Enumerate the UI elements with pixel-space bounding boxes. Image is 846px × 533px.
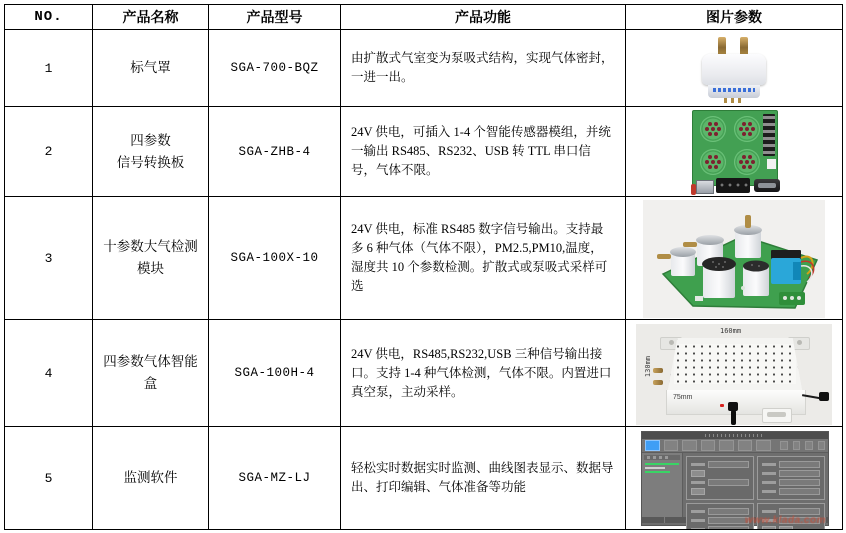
col-header-product-name: 产品名称 [93,5,209,30]
form-row [762,526,820,530]
product-model: SGA-MZ-LJ [209,427,341,530]
input-box [708,508,749,515]
sensor-socket [700,149,726,175]
form-row [691,508,749,515]
product-name-line: 四参数气体智能 [103,354,198,370]
field-label [762,463,776,466]
input-box [708,517,749,524]
product-name [93,30,209,107]
db9-pin-band [767,412,786,417]
status-led [720,404,724,407]
gas-cap-photo [699,37,769,103]
product-model: SGA-100X-10 [209,197,341,320]
screw-terminal [716,178,750,193]
toolbar-mini-button [780,441,788,450]
db9-connector [762,408,792,423]
flange-hole [797,340,802,345]
col-header-image-params: 图片参数 [626,5,843,30]
product-name-line: 十参数大气检测 [103,239,198,255]
toolbar-button [664,440,679,451]
input-box [708,461,749,468]
terminal-block [763,114,775,156]
pin-holes [711,160,715,164]
toolbar-button [756,440,771,451]
db9-connector [754,179,780,192]
perforated-box-top [668,338,802,390]
product-function: 24V 供电，标准 RS485 数字信号输出。支持最多 6 种气体（气体不限），PM2.5,PM10,温度，湿度共 10 个参数检测。扩散式或泵吸式采样可选 [341,197,626,320]
toolbar-button [719,440,734,451]
smart-box-photo [636,324,832,425]
input-box [779,479,820,486]
red-component [691,184,696,195]
field-label [691,519,705,522]
toolbar-button [738,440,753,451]
flange-hole [669,340,674,345]
form-row [691,470,749,477]
mini-button [691,470,705,477]
software-window [641,431,829,526]
col-header-no: NO. [5,5,93,30]
sidebar-item-green [645,463,679,465]
power-cable [731,410,736,425]
product-name [93,427,209,530]
form-row [691,488,749,495]
db9-pin-band [758,183,776,188]
detection-module-illustration [643,200,825,318]
pcb-board [692,110,778,186]
table-row [5,427,843,530]
mini-button [779,526,793,530]
toolbar-button [701,440,716,451]
form-row [762,470,820,477]
field-label [762,481,776,484]
product-name [93,107,209,197]
product-name [93,197,209,320]
gas-cap-pins [724,98,745,103]
field-label [691,528,705,530]
software-title-bar [642,432,828,439]
form-row [691,517,749,524]
product-photo-cell [626,427,843,530]
table-row [5,320,843,427]
software-main-panel [683,453,828,517]
product-name-line: 盒 [143,376,158,391]
software-screenshot [639,431,829,528]
toolbar-mini-button [805,441,813,450]
usb-port [696,180,714,194]
field-label [691,481,705,484]
table-row [5,197,843,320]
gas-cap-lid [702,54,766,85]
form-row [762,488,820,495]
input-box [779,461,820,468]
converter-board-photo [682,108,786,196]
row-number: 4 [5,320,93,427]
product-photo-cell [626,197,843,320]
toolbar-mini-button [793,441,801,450]
table-body [5,30,843,530]
brass-fitting [653,368,663,373]
row-number: 3 [5,197,93,320]
pin-holes [711,127,715,131]
sensor-socket [734,116,760,142]
table-header [5,5,843,30]
sidebar-item [645,467,665,469]
product-name-line: 标气罩 [130,60,171,76]
brass-fitting [653,380,663,385]
input-box [779,470,820,477]
product-function: 24V 供电，可插入 1-4 个智能传感器模组，并统一输出 RS485、RS232、USB 转 TTL 串口信号，气体不限。 [341,107,626,197]
dimension-label-top: 160mm [720,327,742,335]
form-row [691,479,749,486]
group-box [757,456,825,500]
field-label [762,490,776,493]
pin-holes [745,160,749,164]
pin-holes [745,127,749,131]
software-sidebar [642,453,683,517]
product-table [4,4,843,530]
product-name-line: 信号转换板 [116,154,185,170]
sensor-socket [700,116,726,142]
product-model: SGA-ZHB-4 [209,107,341,197]
product-function: 24V 供电，RS485,RS232,USB 三种信号输出接口。支持 1-4 种气体检测，气体不限。内置进口真空泵，主动采样。 [341,320,626,427]
form-row [762,508,820,515]
toolbar-button-active [645,440,660,451]
gas-cap-label-band [713,88,755,92]
form-row [762,461,820,468]
col-header-product-model: 产品型号 [209,5,341,30]
row-number: 2 [5,107,93,197]
product-photo-cell [626,320,843,427]
sensor-socket [734,149,760,175]
col-header-product-function: 产品功能 [341,5,626,30]
detection-module-photo [643,200,825,318]
table-row [5,30,843,107]
power-plug [819,392,829,401]
product-function: 轻松实时数据实时监测、曲线图表显示、数据导出、打印编辑、气体准备等功能 [341,427,626,530]
board-sticker [767,159,776,169]
row-number: 5 [5,427,93,530]
product-name-line: 模块 [137,261,164,276]
input-box [779,508,820,515]
watermark-text: www.klada.com [744,515,826,526]
product-name [93,320,209,427]
input-box [779,488,820,495]
product-photo-cell [626,107,843,197]
dimension-label-side: 130mm [644,356,652,378]
gas-cap-base [708,85,760,98]
sidebar-header [644,455,680,460]
product-model: SGA-100H-4 [209,320,341,427]
product-name-line: 四参数 [130,132,171,148]
software-toolbar [642,439,828,453]
software-body [642,453,828,517]
group-box [686,503,754,530]
form-row [691,461,749,468]
input-box [708,479,749,486]
field-label [762,472,776,475]
form-row [691,526,749,530]
product-model: SGA-700-BQZ [209,30,341,107]
field-label [691,510,705,513]
row-number: 1 [5,30,93,107]
toolbar-mini-button [818,441,826,450]
form-row [762,479,820,486]
field-label [691,463,705,466]
dimension-label-front: 75mm [673,394,693,401]
product-photo-cell [626,30,843,107]
toolbar-button [682,440,697,451]
mini-button [762,526,776,530]
sidebar-item-green [645,471,670,473]
mini-button [691,488,705,495]
header-row [5,5,843,30]
table-row [5,107,843,197]
field-label [762,510,776,513]
product-name-line: 监测软件 [123,470,178,486]
group-box [686,456,754,500]
input-box [708,526,749,530]
product-function: 由扩散式气室变为泵吸式结构，实现气体密封，一进一出。 [341,30,626,107]
